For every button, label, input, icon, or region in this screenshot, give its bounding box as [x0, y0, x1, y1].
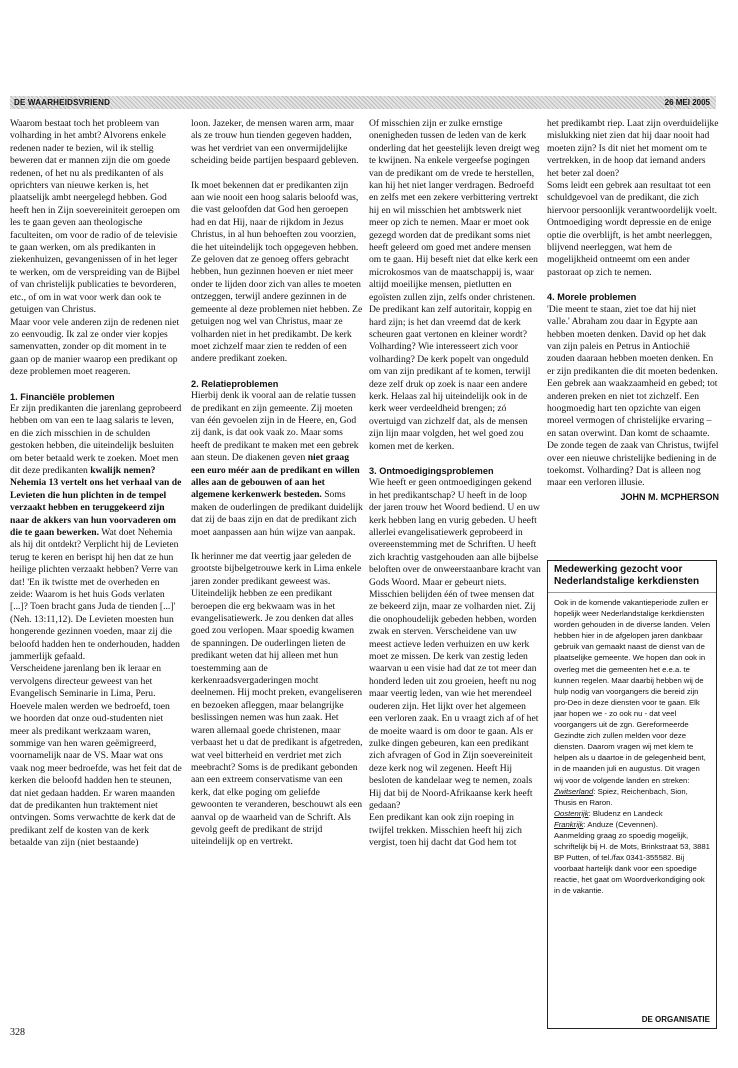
- section-heading-financial: 1. Financiële problemen: [10, 391, 115, 402]
- paragraph: Waarom bestaat toch het probleem van volharding in het ambt? Alvorens enkele redenen nader te bezien, wil ik stellig beweren dat er mannen zijn die om goede redenen, of het nu als predikanten of als oprichters van nieuwe kerken is, het plaatselijk ambt neergelegd hebben. God heeft hen in Zijn soevereiniteit geroepen om les te gaan geven aan theologische faculteiten, om voor de radio of de televisie te gaan werken, om als predikanten in ziekenhuizen, gevangenissen of in het leger te werken, om de verspreiding van de Bijbel of van christelijk publicaties te bevorderen, etc., of om in wat voor werk dan ook te getuigen van Christus.: [10, 118, 180, 316]
- notice-title: Medewerking gezocht voor Nederlandstalige kerkdiensten: [548, 561, 716, 593]
- column-3: [369, 118, 541, 850]
- notice-body: [548, 593, 716, 901]
- column-4: [547, 118, 719, 503]
- running-header: [10, 96, 716, 109]
- paragraph: Hierbij denk ik vooral aan de relatie tussen de predikant en zijn gemeente. Zij moeten van één gevoelen zijn in de Heere, en, God zij dank, is dat ook vaak zo. Maar soms heeft de predikant te maken met een gebrek aan steun. De diakenen geven niet graag een euro méér aan de predikant en willen alles aan de gebouwen of aan het algemene kerkenwerk besteden. Soms maken de ouderlingen de predikant duidelijk dat zij de baas zijn en dat de predikant zich moet aanpassen aan hún wijze van aanpak.: [191, 390, 363, 538]
- paragraph: Soms leidt een gebrek aan resultaat tot een schuldgevoel van de predikant, die zich hiervoor persoonlijk verantwoordelijk voelt. Ontmoediging wordt depressie en de enige optie die overblijft, is het ambt neerleggen, blijvend neerleggen, wat hem de mogelijkheid ontneemt om een ander pastoraat op zich te nemen.: [547, 180, 717, 278]
- highlighted-text: kwalijk nemen? Nehemia 13 vertelt ons het verhaal van de Levieten die hun plichten in de tempel verzaakt hebben en teruggekeerd zijn naar de akkers van hun voorvaderen om die te gaan bewerken.: [10, 464, 182, 538]
- paragraph: Ik herinner me dat veertig jaar geleden de grootste bijbelgetrouwe kerk in Lima enkele jaren zonder predikant geweest was. Uiteindelijk hebben ze een predikant beroepen die erg bekwaam was in het evangelisatiewerk. Je zou denken dat alles goed zou verlopen. Maar spoedig kwamen de spanningen. De ouderlingen lieten de predikant weten dat hij alleen met hun toestemming aan de kerkenraadsvergaderingen mocht deelnemen. Hij mocht preken, evangeliseren en bezoeken afleggen, maar belangrijke beslissingen nemen was hun zaak. Het waren allemaal goede christenen, maar verbaast het u dat de predikant is afgetreden, wat veel bitterheid en verdriet met zich meebracht? Soms is de predikant gebonden aan een extreem conservatisme van een kerk, dat elke poging om geliefde gewoonten te veranderen, beschouwt als een aanval op de waarheid van de Schrift. Als gevolg geeft de predikant de strijd uiteindelijk op en vertrekt.: [191, 551, 363, 848]
- page-number: 328: [10, 1027, 25, 1038]
- paragraph: loon. Jazeker, de mensen waren arm, maar als ze trouw hun tienden gegeven hadden, was het verdriet van een onvermijdelijke scheiding beide partijen bespaard gebleven.: [191, 118, 359, 167]
- paragraph: 'Die meent te staan, ziet toe dat hij niet valle.' Abraham zou daar in Egypte aan hebben moeten denken. David op het dak van zijn paleis en Petrus in Antiochië zouden daaraan hebben moeten denken. En er zijn predikanten die dit moeten bedenken. Een gebrek aan waakzaamheid en gebed; tot anderen preken en niet tot zichzelf. Een hoogmoedig hart ten opzichte van eigen moreel vermogen of christelijke ervaring – en satan overwint. Dan komt de schaamte. De zonde tegen de zaak van Christus, twijfel over een nieuwe christelijke bediening in de toekomst. Volharding? Dat is alleen nog maar een verloren illusie.: [547, 303, 719, 489]
- notice-paragraph: Ook in de komende vakantieperiode zullen er hopelijk weer Nederlandstalige kerkdiensten worden gehouden in de diverse landen. Velen hebben hier in de afgelopen jaren dankbaar gebruik van gemaakt naast de dienst van de plaatselijke gemeente. We hopen dan ook in overleg met die gemeenten het e.e.a. te kunnen regelen. Maar daarbij hebben wij de hulp nodig van voorgangers die bereid zijn pro-Deo in deze diensten voor te gaan. Elk jaar hopen we - zo ook nu - dat veel voorgangers uit de zgn. Gereformeerde Gezindte zich zullen melden voor deze diensten. Daarom vragen wij met klem te helpen als u daartoe in de gelegenheid bent, in de maanden juli en augustus. Dit vragen wij voor de volgende landen en streken:: [554, 598, 711, 785]
- paragraph: Er zijn predikanten die jarenlang geprobeerd hebben om van een te laag salaris te leven, en die zich misschien in de schulden gestoken hebben, die uiteindelijk besluiten om beter betaald werk te zoeken. Moet men dit deze predikanten kwalijk nemen? Nehemia 13 vertelt ons het verhaal van de Levieten die hun plichten in de tempel verzaakt hebben en teruggekeerd zijn naar de akkers van hun voorvaderen om die te gaan bewerken. Wat doet Nehemia als hij dit ontdekt? Verplicht hij de Levieten terug te keren en berispt hij hen dat ze hun heilige plichten verzaakt hebben? Verre van dat! 'En ik twistte met de overheden en zeide: Waarom is het huis Gods verlaten [...]? Toen bracht gans Juda de tienden [...]' (Neh. 13:11,12). De Levieten moesten hun hongerende gezinnen voeden, maar zij die beloofd hadden hen te onderhouden, hadden jammerlijk gefaald.: [10, 402, 182, 663]
- section-heading-moral: 4. Morele problemen: [547, 292, 637, 303]
- author-signature: JOHN M. MCPHERSON: [620, 491, 719, 502]
- highlighted-text: niet graag een euro méér aan de predikant en willen alles aan de gebouwen of aan het algemene kerkenwerk besteden.: [191, 452, 360, 501]
- paragraph: Een predikant kan ook zijn roeping in twijfel trekken. Misschien heeft hij zich vergist, toen hij dacht dat God hem tot: [369, 812, 522, 849]
- section-heading-discouragement: 3. Ontmoedigingsproblemen: [369, 465, 494, 476]
- section-heading-relation: 2. Relatieproblemen: [191, 378, 279, 389]
- notice-box: [547, 560, 717, 1029]
- publication-name: DE WAARHEIDSVRIEND: [14, 98, 111, 107]
- paragraph: Verscheidene jarenlang ben ik leraar en vervolgens directeur geweest van het Evangelisch Seminarie in Lima, Peru. Hoevele malen werden we bedroefd, toen we hoorden dat onze oud-studenten niet meer als predikant werkzaam waren, sommige van hen waren geëmigreerd, voornamelijk naar de VS. Maar wat ons vaak nog meer bedroefde, was het feit dat de kerken die beloofd hadden hen te steunen, dat niet gedaan hadden. Er waren maanden dat de predikanten hun traktement niet ontvingen. Soms verwachtte de kerk dat de predikant zelf de kosten van de kerk betaalde van zijn (niet bestaande): [10, 663, 182, 849]
- paragraph: Wie heeft er geen ontmoedigingen gekend in het predikantschap? U heeft in de loop der jaren trouw het Woord bediend. U en uw kerk hebben lang en vurig gebeden. U heeft allerlei evangelisatiewerk geprobeerd in overeenstemming met de Schriften. U heeft zich krachtig vastgehouden aan alle bijbelse beloften over de onweerstaanbare kracht van Gods Woord. Maar er gebeurt niets. Misschien belijden één of twee mensen dat ze bekeerd zijn, maar ze volharden niet. Zij die onophoudelijk gebeden hebben, worden zwak en sterven. Verscheidene van uw meest actieve leden verhuizen en uw kerk moet ze missen. De kerk van zestig leden waarvan u een visie had dat ze tot meer dan honderd leden uit zou groeien, heeft nu nog maar veertig leden, van wie het merendeel ouderen zijn. Het lijkt over het algemeen een verloren zaak. En u vraagt zich af of het de moeite waard is om door te gaan. Als er zulke dingen gebeuren, kan een predikant zich afvragen of God in Zijn soevereiniteit deze kerk nog wil zegenen. Heeft Hij besloten de kandelaar weg te nemen, zoals Hij dat bij de Noord-Afrikaanse kerk heeft gedaan?: [369, 477, 541, 811]
- notice-location: Oostenrijk: Bludenz en Landeck: [554, 808, 663, 818]
- column-1: [10, 118, 182, 850]
- notice-signature: DE ORGANISATIE: [641, 1015, 710, 1024]
- notice-location: Frankrijk: Anduze (Cevennen).: [554, 819, 658, 829]
- paragraph: Maar voor vele anderen zijn de redenen niet zo eenvoudig. Ik zal ze onder vier kopjes samenvatten, zonder op dit moment in te gaan op de manier waarop een predikant op deze problemen moet reageren.: [10, 316, 180, 378]
- notice-paragraph: Aanmelding graag zo spoedig mogelijk, schriftelijk bij H. de Mots, Brinkstraat 53, 3881 BP Putten, of tel./fax 0341-355582. Bij voorbaat hartelijk dank voor een spoedige reactie, het gaat om Woordverkondiging ook in de vakantie.: [554, 830, 710, 896]
- paragraph: het predikambt riep. Laat zijn overduidelijke mislukking niet zien dat hij daar nooit had moeten zijn? Is dit niet het moment om te vertrekken, in de hoop dat iemand anders het beter zal doen?: [547, 118, 719, 179]
- paragraph: Ik moet bekennen dat er predikanten zijn aan wie nooit een hoog salaris beloofd was, die vast geloofden dat God hen geroepen had en dat Hij, naar de rijkdom in Jezus Christus, in al hun behoeften zou voorzien, die het uiteindelijk toch opgegeven hebben. Ze geloven dat ze genoeg offers gebracht hebben, hun gezinnen hoeven er niet meer onder te lijden door zich van alles te moeten ontzeggen, terwijl andere gezinnen in de gemeente al deze problemen niet hebben. Ze getuigen nog wel van Christus, maar ze volharden niet in het predikambt. De kerk moet zichzelf maar zien te redden of een andere predikant zoeken.: [191, 179, 363, 365]
- notice-location: Zwitserland: Spiez, Reichenbach, Sion, Thusis en Raron.: [554, 786, 688, 807]
- paragraph: Of misschien zijn er zulke ernstige onenigheden tussen de leden van de kerk onderling dat het geestelijk leven dreigt weg te kwijnen. Na enkele vergeefse pogingen van de predikant om de vrede te herstellen, kan hij het niet langer verdragen. Bedroefd en zelfs met een zekere verbittering vertrekt hij en wil misschien het ambtswerk niet meer op zich te nemen. Maar er moet ook gezegd worden dat de predikant soms niet heeft geleerd om goed met andere mensen om te gaan. Hij beseft niet dat elke kerk een microkosmos van de maatschappij is, waar altijd moeilijke mensen, pietlutten en egoïsten zullen zijn, zelfs onder christenen. De predikant kan zelf autoritair, koppig en hard zijn; is het dan vreemd dat de kerk scheuren gaat vertonen en kleiner wordt? Volharding? Wie interesseert zich voor volharding? De kerk popelt van ongeduld om van zijn predikant af te komen, terwijl deze zelf druk op zoek is naar een andere kerk. Helaas zal hij uiteindelijk ook in de kerk weer verdeeldheid brengen; zó overtuigd van zichzelf dat, als de mensen zijn lijn maar volgden, het wel goed zou komen met de kerken.: [369, 118, 540, 452]
- issue-date: 26 MEI 2005: [664, 98, 710, 107]
- column-2: [191, 118, 363, 849]
